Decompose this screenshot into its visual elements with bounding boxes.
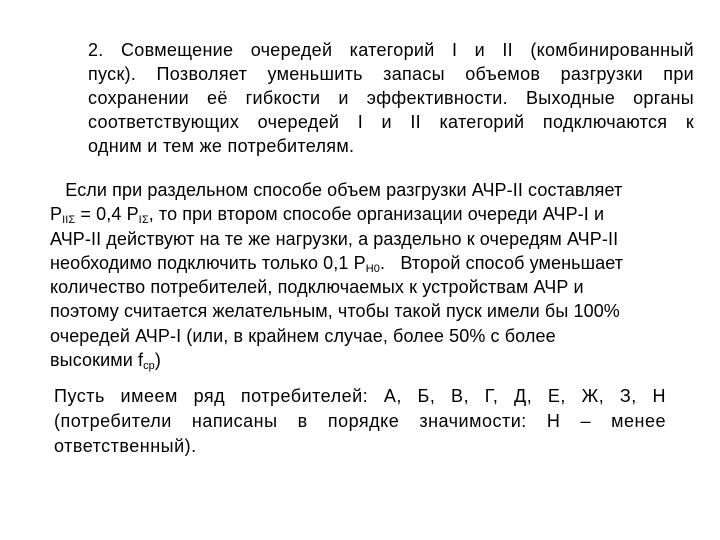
text-fragment: = 0,4 P: [75, 204, 139, 225]
text-line: АЧР-II действуют на те же нагрузки, а раздельно к очередям АЧР-II: [50, 228, 619, 249]
subscript: Н0: [365, 262, 380, 275]
text-line: 2. Совмещение очередей категорий I и II (комбинированный: [88, 40, 694, 60]
text-fragment: ): [154, 350, 162, 371]
text-fragment: P: [50, 204, 63, 225]
text-line: соответствующих очередей I и II категорий подключаются к: [88, 112, 694, 132]
text-fragment: . Второй способ уменьшает: [379, 252, 624, 273]
text-line: поэтому считается желательным, чтобы такой пуск имели бы 100%: [50, 301, 620, 322]
text-fragment: , то при втором способе организации очереди АЧР-I и: [148, 204, 605, 225]
text-line: Пусть имеем ряд потребителей: А, Б, В, Г, Д, Е, Ж, З, Н: [54, 386, 666, 406]
text-line: очередей АЧР-I (или, в крайнем случае, более 50% с более: [50, 325, 556, 346]
text-line: [50, 348, 690, 372]
text-line: [50, 202, 690, 226]
paragraph-combined-start: [88, 38, 694, 158]
text-line: пуск). Позволяет уменьшить запасы объемов разгрузки при: [88, 64, 694, 84]
subscript: IΣ: [138, 214, 149, 227]
text-line: одним и тем же потребителям.: [88, 136, 355, 156]
text-fragment: высокими f: [50, 350, 144, 371]
text-line: [50, 251, 690, 275]
subscript: IIΣ: [62, 214, 76, 227]
text-line: ответственный).: [54, 436, 197, 456]
text-line: количество потребителей, подключаемых к устройствам АЧР и: [50, 277, 584, 298]
text-fragment: необходимо подключить только 0,1 P: [50, 252, 366, 273]
text-line: сохранении её гибкости и эффективности. Выходные органы: [88, 88, 694, 108]
text-line: Если при раздельном способе объем разгрузки АЧР-II составляет: [50, 180, 623, 200]
text-line: (потребители написаны в порядке значимости: Н – менее: [54, 411, 666, 431]
paragraph-consumers: [54, 384, 666, 459]
subscript: ср: [143, 360, 155, 373]
paragraph-separate-method: [50, 178, 690, 372]
